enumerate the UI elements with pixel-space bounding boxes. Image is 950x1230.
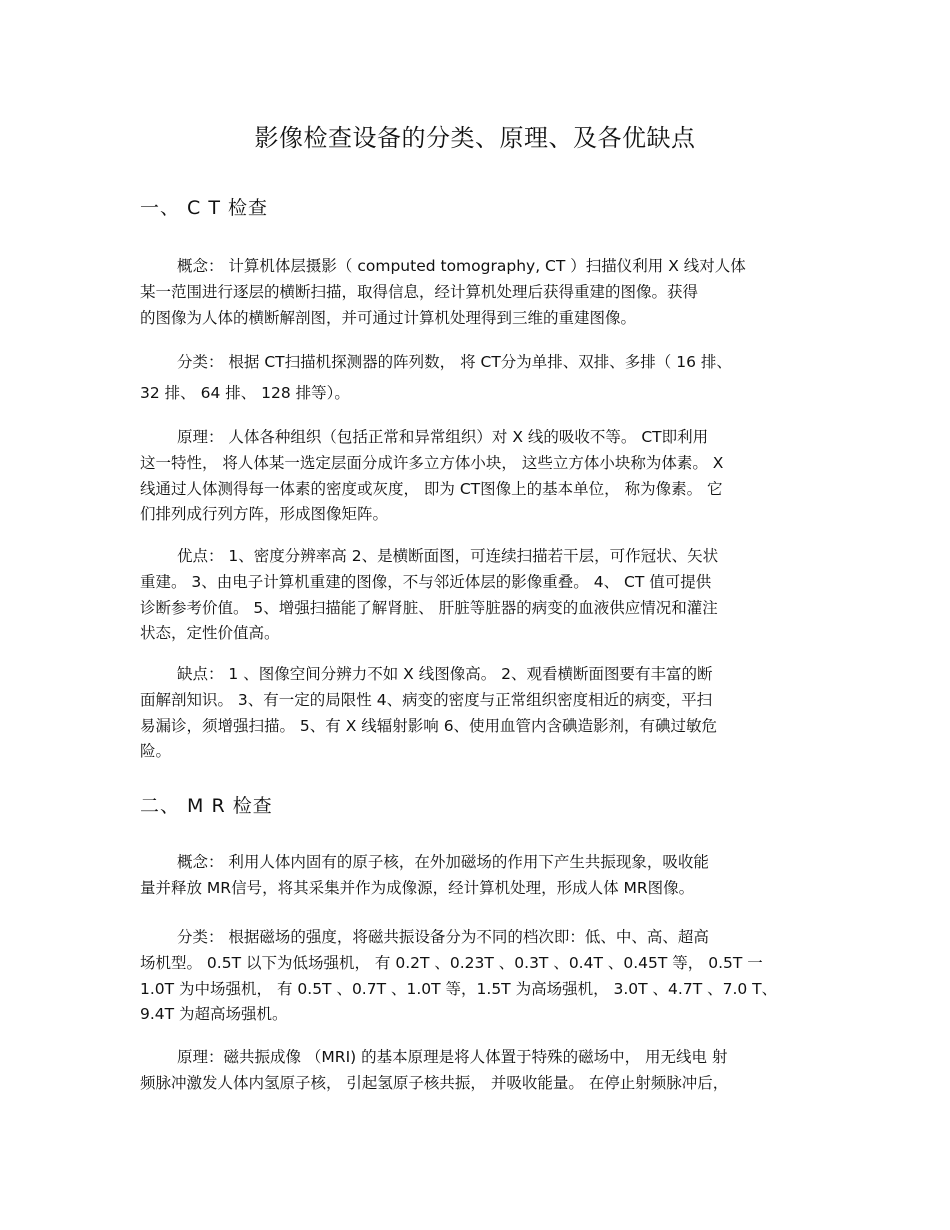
paragraph-line: 重建。 3、由电子计算机重建的图像，不与邻近体层的影像重叠。 4、 CT 值可提供 xyxy=(140,572,712,591)
paragraph-line: 这一特性， 将人体某一选定层面分成许多立方体小块， 这些立方体小块称为体素。 X xyxy=(140,453,724,472)
paragraph-line: 优点： 1、密度分辨率高 2、是横断面图，可连续扫描若干层，可作冠状、矢状 xyxy=(177,547,719,565)
paragraph-ct-concept xyxy=(140,254,812,331)
paragraph-line: 缺点： 1 、图像空间分辨力不如 X 线图像高。 2、观看横断面图要有丰富的断 xyxy=(177,665,713,683)
paragraph-line: 们排列成行列方阵，形成图像矩阵。 xyxy=(140,505,389,524)
paragraph-line: 原理： 人体各种组织（包括正常和异常组织）对 X 线的吸收不等。 CT即利用 xyxy=(177,428,709,446)
paragraph-line: 概念： 计算机体层摄影（ computed tomography, CT ）扫描仪利用 X 线对人体 xyxy=(177,257,746,275)
paragraph-line: 线通过人体测得每一体素的密度或灰度， 即为 CT图像上的基本单位， 称为像素。 它 xyxy=(140,479,723,498)
paragraph-line: 分类： 根据磁场的强度，将磁共振设备分为不同的档次即：低、中、高、超高 xyxy=(177,928,709,946)
section-heading-mr: 二、 M R 检查 xyxy=(140,795,273,817)
paragraph-line: 分类： 根据 CT扫描机探测器的阵列数， 将 CT分为单排、双排、多排（ 16 排、 xyxy=(177,353,732,371)
paragraph-line: 原理：磁共振成像 （MRI) 的基本原理是将人体置于特殊的磁场中， 用无线电 射 xyxy=(177,1048,728,1066)
paragraph-line: 频脉冲激发人体内氢原子核， 引起氢原子核共振， 并吸收能量。 在停止射频脉冲后， xyxy=(140,1073,729,1092)
section-heading-ct: 一、 C T 检查 xyxy=(140,197,268,219)
paragraph-line: 9.4T 为超高场强机。 xyxy=(140,1005,288,1024)
paragraph-line: 概念： 利用人体内固有的原子核，在外加磁场的作用下产生共振现象，吸收能 xyxy=(177,853,709,871)
paragraph-mr-classification xyxy=(140,925,812,1028)
paragraph-line: 的图像为人体的横断解剖图，并可通过计算机处理得到三维的重建图像。 xyxy=(140,308,637,327)
paragraph-ct-principle xyxy=(140,425,812,528)
paragraph-line: 量并释放 MR信号，将其采集并作为成像源，经计算机处理，形成人体 MR图像。 xyxy=(140,878,695,897)
paragraph-line: 诊断参考价值。 5、增强扫描能了解肾脏、 肝脏等脏器的病变的血液供应情况和灌注 xyxy=(140,598,718,617)
paragraph-ct-advantages xyxy=(140,544,812,647)
paragraph-line: 1.0T 为中场强机， 有 0.5T 、0.7T 、1.0T 等，1.5T 为高场强机， 3.0T 、4.7T 、7.0 T、 xyxy=(140,979,778,998)
document-title: 影像检查设备的分类、原理、及各优缺点 xyxy=(254,124,696,152)
paragraph-mr-concept xyxy=(140,850,812,902)
paragraph-line: 某一范围进行逐层的横断扫描，取得信息，经计算机处理后获得重建的图像。获得 xyxy=(140,282,699,301)
paragraph-line: 面解剖知识。 3、有一定的局限性 4、病变的密度与正常组织密度相近的病变，平扫 xyxy=(140,690,713,709)
paragraph-ct-disadvantages xyxy=(140,662,812,765)
paragraph-line: 易漏诊，须增强扫描。 5、有 X 线辐射影响 6、使用血管内含碘造影剂，有碘过敏危 xyxy=(140,716,718,735)
paragraph-line: 32 排、 64 排、 128 排等）。 xyxy=(140,383,350,402)
paragraph-line: 险。 xyxy=(140,742,172,761)
paragraph-mr-principle xyxy=(140,1045,812,1097)
paragraph-line: 场机型。 0.5T 以下为低场强机， 有 0.2T 、0.23T 、0.3T 、0.4T 、0.45T 等， 0.5T 一 xyxy=(140,953,763,972)
paragraph-ct-classification xyxy=(140,350,812,407)
paragraph-line: 状态，定性价值高。 xyxy=(140,624,280,643)
